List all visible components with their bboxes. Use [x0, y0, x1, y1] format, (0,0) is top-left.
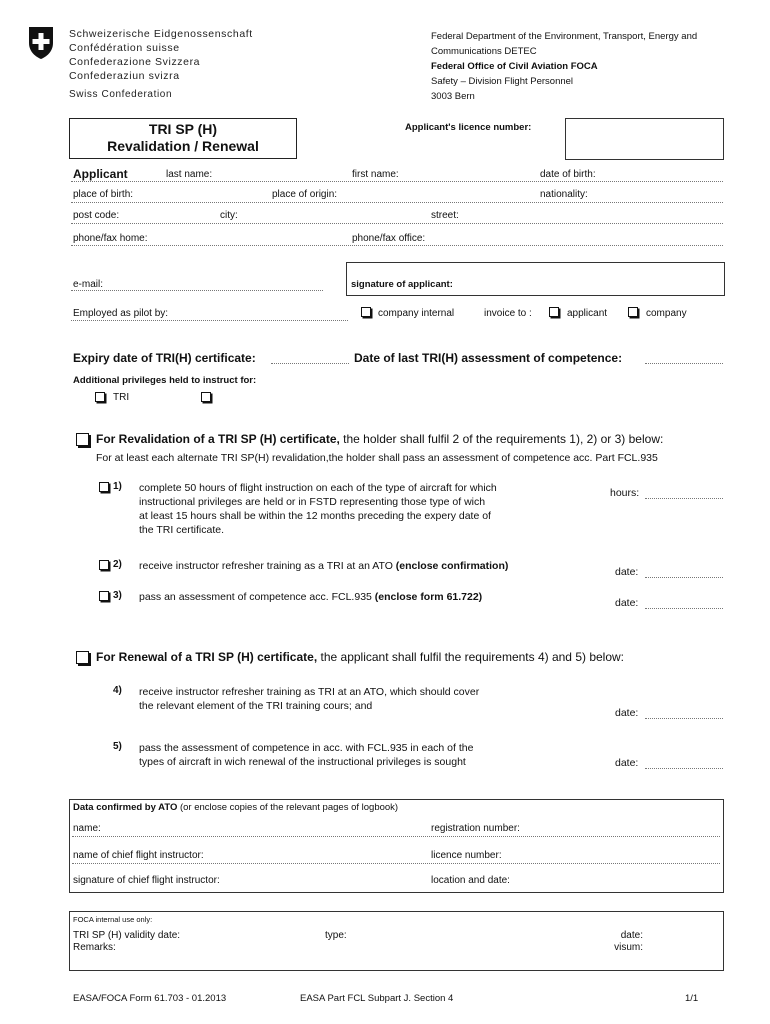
req2-date-label: date: [615, 566, 639, 578]
renewal-heading-bold: For Renewal of a TRI SP (H) certificate, [96, 650, 318, 664]
confederation-names [69, 27, 253, 83]
row-line [71, 290, 323, 291]
req4-line-2: the relevant element of the TRI training cours; and [139, 700, 373, 712]
phone-home-field[interactable] [152, 232, 346, 245]
phone-office-field[interactable] [430, 232, 723, 245]
footer-page-number: 1/1 [685, 993, 699, 1004]
footer-subpart: EASA Part FCL Subpart J. Section 4 [300, 993, 454, 1004]
street-field[interactable] [465, 209, 723, 222]
invoice-applicant-checkbox[interactable] [549, 307, 559, 317]
place-of-birth-label: place of birth: [73, 189, 134, 200]
ato-row-line [72, 836, 720, 837]
ato-name-field[interactable] [105, 822, 425, 835]
phone-office-label: phone/fax office: [352, 233, 426, 244]
foca-type-label: type: [325, 930, 347, 941]
division-name: Safety – Division Flight Personnel [431, 76, 574, 87]
row-line [71, 320, 348, 321]
ato-row-line [72, 863, 720, 864]
req2-checkbox[interactable] [99, 560, 109, 570]
tri-checkbox[interactable] [95, 392, 105, 402]
req3-text-plain: pass an assessment of competence acc. FCL.935 [139, 591, 375, 603]
chief-instructor-signature-label: signature of chief flight instructor: [73, 875, 220, 886]
req2-date-field[interactable] [645, 564, 723, 578]
req3-date-field[interactable] [645, 595, 723, 609]
revalidation-heading [96, 432, 663, 446]
req1-hours-label: hours: [610, 487, 640, 499]
licence-number-ato-field[interactable] [510, 849, 718, 862]
department-line-2: Communications DETEC [431, 46, 537, 57]
ato-name-label: name: [73, 823, 101, 834]
req2-text [139, 559, 508, 573]
req5-line-1: pass the assessment of competence in acc. with FCL.935 in each of the [139, 742, 474, 754]
city-label: city: [220, 210, 238, 221]
licence-number-ato-label: licence number: [431, 850, 502, 861]
nationality-label: nationality: [540, 189, 588, 200]
assessment-label: Date of last TRI(H) assessment of competence: [354, 351, 623, 365]
req3-checkbox[interactable] [99, 591, 109, 601]
post-code-label: post code: [73, 210, 120, 221]
post-code-field[interactable] [125, 209, 215, 222]
swiss-confederation-label: Swiss Confederation [69, 89, 173, 100]
renewal-checkbox[interactable] [76, 651, 89, 664]
req4-line-1: receive instructor refresher training as TRI at an ATO, which should cover [139, 686, 480, 698]
chief-instructor-name-label: name of chief flight instructor: [73, 850, 204, 861]
last-name-label: last name: [166, 169, 213, 180]
revalidation-subline: For at least each alternate TRI SP(H) revalidation,the holder shall pass an assessment of competence acc. Part FCL.935 [96, 452, 658, 464]
req1-number: 1) [113, 481, 122, 492]
title-box [69, 118, 297, 159]
place-of-origin-field[interactable] [345, 188, 535, 201]
req5-text [139, 741, 473, 769]
ato-title [73, 802, 398, 813]
req3-number: 3) [113, 590, 122, 601]
other-privilege-checkbox[interactable] [201, 392, 211, 402]
address: 3003 Bern [431, 91, 475, 102]
visum-field[interactable] [645, 941, 720, 954]
city-field[interactable] [243, 209, 426, 222]
req4-date-field[interactable] [645, 705, 723, 719]
swiss-coat-of-arms-logo [26, 26, 56, 60]
phone-home-label: phone/fax home: [73, 233, 148, 244]
revalidation-heading-rest: the holder shall fulfil 2 of the requirements 1), 2) or 3) below: [339, 432, 664, 446]
licence-number-field[interactable] [565, 118, 724, 160]
req2-text-plain: receive instructor refresher training as a TRI at an ATO [139, 560, 396, 572]
foca-internal-box [69, 911, 724, 971]
signature-label: signature of applicant: [351, 279, 453, 290]
revalidation-checkbox[interactable] [76, 433, 89, 446]
req2-number: 2) [113, 559, 122, 570]
req2-text-bold: (enclose confirmation) [395, 560, 509, 572]
place-of-origin-label: place of origin: [272, 189, 338, 200]
remarks-field[interactable] [125, 941, 595, 954]
confederation-name-de: Schweizerische Eidgenossenschaft [69, 28, 253, 40]
department-line-1: Federal Department of the Environment, Transport, Energy and [431, 31, 698, 42]
req4-text [139, 685, 479, 713]
renewal-heading-rest: the applicant shall fulfil the requirements 4) and 5) below: [317, 650, 625, 664]
ato-title-bold: Data confirmed by ATO [73, 802, 178, 813]
invoice-company-label: company [646, 308, 687, 319]
assessment-field[interactable] [645, 350, 723, 364]
req1-line-3: at least 15 hours shall be within the 12 months preceding the expery date of [139, 510, 491, 522]
revalidation-heading-bold: For Revalidation of a TRI SP (H) certificate, [96, 432, 340, 446]
renewal-heading [96, 650, 624, 664]
req5-date-field[interactable] [645, 755, 723, 769]
company-internal-label: company internal [378, 308, 455, 319]
confederation-name-fr: Confédération suisse [69, 42, 180, 54]
office-name: Federal Office of Civil Aviation FOCA [431, 61, 598, 72]
applicant-heading: Applicant [73, 167, 128, 181]
ato-box [69, 799, 724, 893]
email-label: e-mail: [73, 279, 104, 290]
req3-text [139, 590, 482, 604]
street-label: street: [431, 210, 459, 221]
req1-checkbox[interactable] [99, 482, 109, 492]
req1-line-2: instructional privileges are held or in FSTD representing those type of wich [139, 496, 486, 508]
tri-label: TRI [113, 392, 130, 403]
row-line [71, 181, 723, 182]
place-of-birth-field[interactable] [140, 188, 268, 201]
ato-registration-label: registration number: [431, 823, 520, 834]
confederation-name-rm: Confederaziun svizra [69, 70, 180, 82]
employed-label: Employed as pilot by: [73, 308, 169, 319]
licence-number-label: Applicant's licence number: [405, 122, 532, 133]
req1-line-1: complete 50 hours of flight instruction on each of the type of aircraft for which [139, 482, 497, 494]
req4-date-label: date: [615, 707, 639, 719]
date-of-birth-label: date of birth: [540, 169, 596, 180]
invoice-applicant-label: applicant [567, 308, 608, 319]
last-name-field[interactable] [166, 168, 346, 181]
first-name-label: first name: [352, 169, 399, 180]
req5-number: 5) [113, 741, 122, 752]
expiry-label: Expiry date of TRI(H) certificate: [73, 351, 256, 365]
req4-number: 4) [113, 685, 122, 696]
req1-line-4: the TRI certificate. [139, 524, 225, 536]
row-line [71, 202, 723, 203]
req5-date-label: date: [615, 757, 639, 769]
ato-registration-field[interactable] [530, 822, 718, 835]
row-line [71, 223, 723, 224]
req3-date-label: date: [615, 597, 639, 609]
visum-label: visum: [614, 942, 643, 953]
company-internal-checkbox[interactable] [361, 307, 371, 317]
chief-instructor-signature-field[interactable] [235, 874, 425, 887]
foca-internal-label: FOCA internal use only: [73, 915, 153, 924]
signature-box[interactable] [346, 262, 725, 296]
nationality-field[interactable] [595, 188, 723, 201]
employer-field[interactable] [172, 307, 345, 320]
confederation-name-it: Confederazione Svizzera [69, 56, 201, 68]
req1-hours-field[interactable] [645, 485, 723, 499]
first-name-field[interactable] [352, 168, 532, 181]
title-line-1: TRI SP (H) [148, 121, 218, 137]
remarks-label: Remarks: [73, 942, 116, 953]
row-line [71, 245, 723, 246]
foca-date-label: date: [620, 930, 643, 941]
invoice-to-label: invoice to : [484, 308, 532, 319]
location-date-label: location and date: [431, 875, 510, 886]
chief-instructor-name-field[interactable] [215, 849, 425, 862]
req1-text [139, 481, 497, 537]
ato-title-rest: (or enclose copies of the relevant pages of logbook) [177, 802, 399, 813]
req3-text-bold: (enclose form 61.722) [374, 591, 483, 603]
title-line-2: Revalidation / Renewal [107, 138, 259, 154]
additional-privileges-label: Additional privileges held to instruct for: [73, 375, 257, 386]
req5-line-2: types of aircraft in wich renewal of the instructional privileges is sought [139, 756, 466, 768]
location-date-field[interactable] [520, 874, 718, 887]
validity-date-label: TRI SP (H) validity date: [73, 930, 181, 941]
expiry-field[interactable] [271, 350, 349, 364]
invoice-company-checkbox[interactable] [628, 307, 638, 317]
footer-form-number: EASA/FOCA Form 61.703 - 01.2013 [73, 993, 227, 1004]
date-of-birth-field[interactable] [540, 168, 723, 181]
authority-block [431, 29, 697, 104]
